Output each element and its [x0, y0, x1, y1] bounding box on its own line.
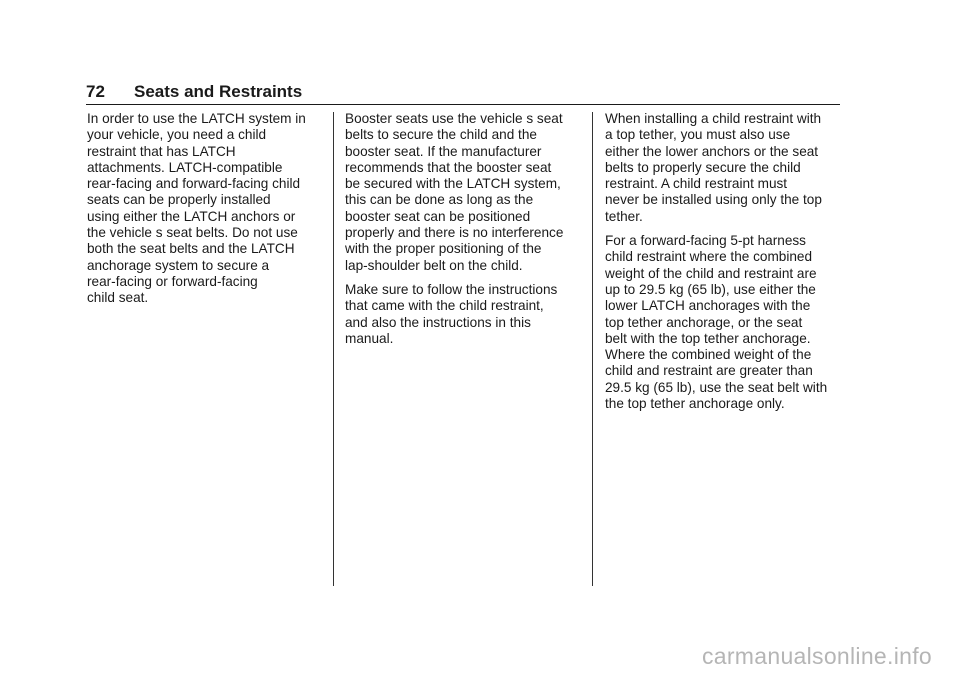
- paragraph: Make sure to follow the instructions that came with the child restraint, and also the instructions in this manual.: [345, 281, 558, 346]
- paragraph: In order to use the LATCH system in your vehicle, you need a child restraint that has LATCH attachments. LATCH-compatible rear-facing and forward-facing child seats can be properly installed using either the LATCH anchors or the vehicle s seat belts. Do not use both the seat belts and the LATCH anchorage system to secure a rear-facing or forward-facing child seat.: [87, 111, 306, 306]
- text-column-1: [87, 111, 327, 315]
- section-title: Seats and Restraints: [134, 82, 303, 101]
- page-header: [86, 80, 840, 105]
- column-divider: [592, 112, 593, 586]
- text-column-3: [605, 111, 845, 420]
- watermark-text: carmanualsonline.info: [701, 643, 932, 669]
- paragraph: Booster seats use the vehicle s seat belts to secure the child and the booster seat. If the manufacturer recommends that the booster seat be secured with the LATCH system, this can be done as long as the booster seat can be positioned properly and there is no interference with the proper positioning of the lap-shoulder belt on the child.: [345, 111, 564, 273]
- paragraph: When installing a child restraint with a top tether, you must also use either the lower anchors or the seat belts to properly secure the child restraint. A child restraint must never be installed using only the top tether.: [605, 111, 822, 224]
- paragraph: For a forward-facing 5-pt harness child restraint where the combined weight of the child and restraint are up to 29.5 kg (65 lb), use either the lower LATCH anchorages with the top tether anchorage, or the seat belt with the top tether anchorage. Where the combined weight of the child and restraint are greater than 29.5 kg (65 lb), use the seat belt with the top tether anchorage only.: [605, 233, 828, 412]
- text-column-2: [345, 111, 585, 355]
- page-number: 72: [86, 82, 105, 101]
- column-divider: [333, 112, 334, 586]
